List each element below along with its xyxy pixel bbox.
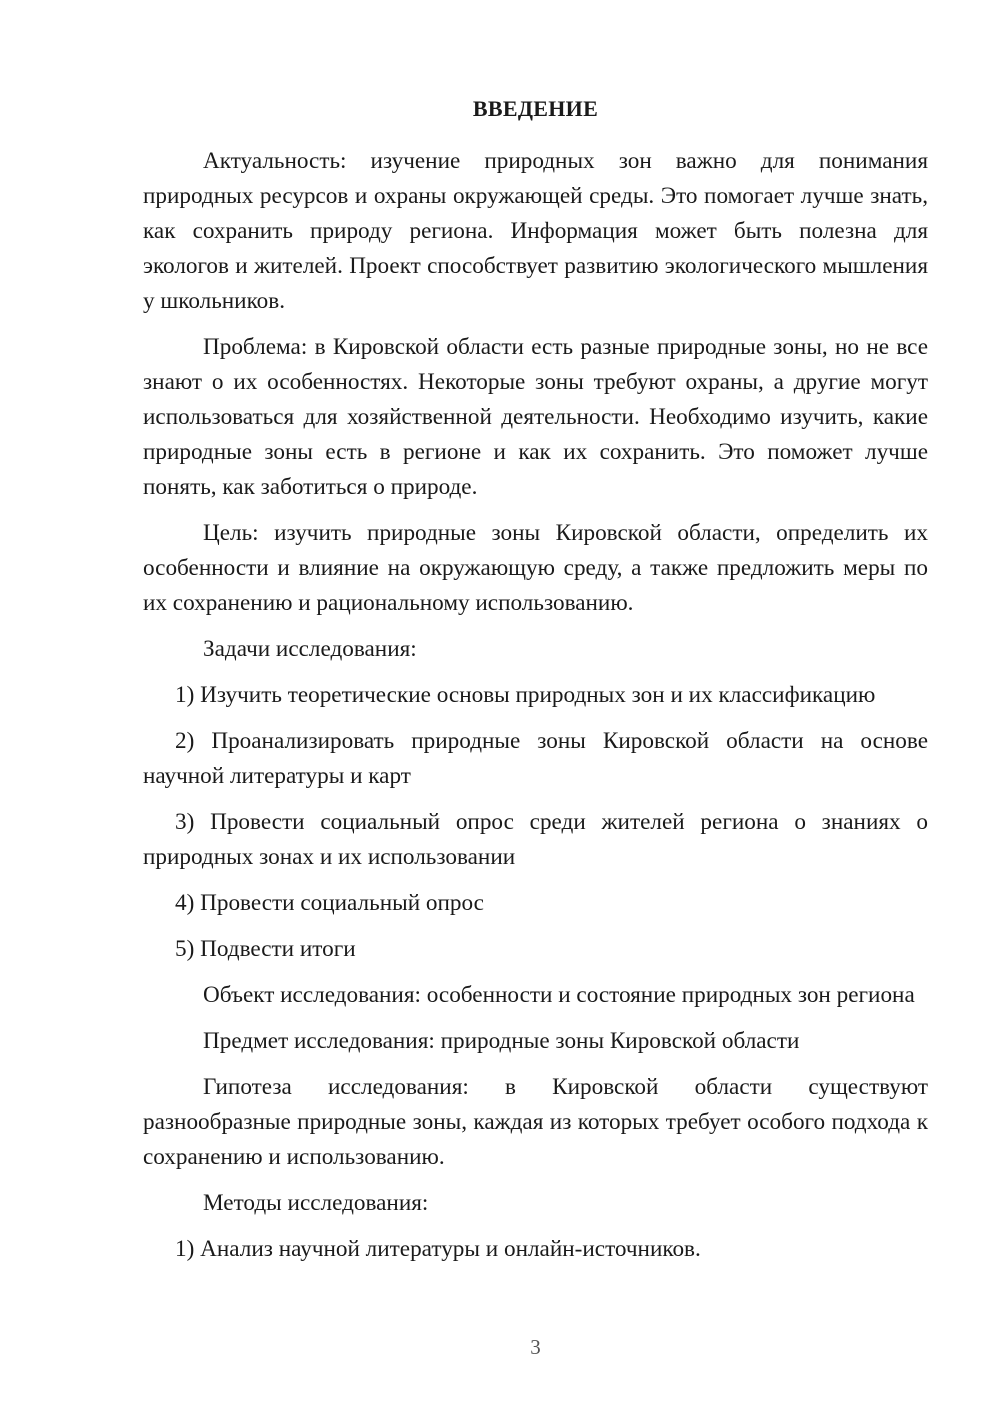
- tasks-heading: Задачи исследования:: [203, 636, 417, 662]
- document-page: [143, 0, 928, 1414]
- methods-heading: Методы исследования:: [203, 1190, 429, 1216]
- task-item-5: 5) Подвести итоги: [175, 936, 356, 962]
- subject-paragraph: Предмет исследования: природные зоны Кировской области: [203, 1028, 800, 1054]
- method-item-1: 1) Анализ научной литературы и онлайн-источников.: [175, 1236, 701, 1262]
- task-item-1: 1) Изучить теоретические основы природных зон и их классификацию: [175, 682, 876, 708]
- task-item-3: 3) Провести социальный опрос среди жителей региона о знаниях о природных зонах и их использовании: [143, 809, 928, 870]
- problem-paragraph: Проблема: в Кировской области есть разные природные зоны, но не все знают о их особенностях. Некоторые зоны требуют охраны, а другие могут использоваться для хозяйственной деятельности. Необходимо изучить, какие природные зоны есть в регионе и как их сохранить. Это поможет лучше понять, как заботиться о природе.: [143, 334, 928, 500]
- document-body: [143, 144, 928, 1278]
- relevance-paragraph: Актуальность: изучение природных зон важно для понимания природных ресурсов и охраны окружающей среды. Это помогает лучше знать, как сохранить природу региона. Информация может быть полезна для экологов и жителей. Проект способствует развитию экологического мышления у школьников.: [143, 148, 928, 314]
- goal-paragraph: Цель: изучить природные зоны Кировской области, определить их особенности и влияние на окружающую среду, а также предложить меры по их сохранению и рациональному использованию.: [143, 520, 928, 616]
- page-title: ВВЕДЕНИЕ: [472, 96, 599, 121]
- object-paragraph: Объект исследования: особенности и состояние природных зон региона: [203, 982, 915, 1008]
- page-number: 3: [530, 1335, 541, 1359]
- hypothesis-paragraph: Гипотеза исследования: в Кировской области существуют разнообразные природные зоны, каждая из которых требует особого подхода к сохранению и использованию.: [143, 1074, 928, 1170]
- task-item-2: 2) Проанализировать природные зоны Кировской области на основе научной литературы и карт: [143, 728, 928, 789]
- task-item-4: 4) Провести социальный опрос: [175, 890, 484, 916]
